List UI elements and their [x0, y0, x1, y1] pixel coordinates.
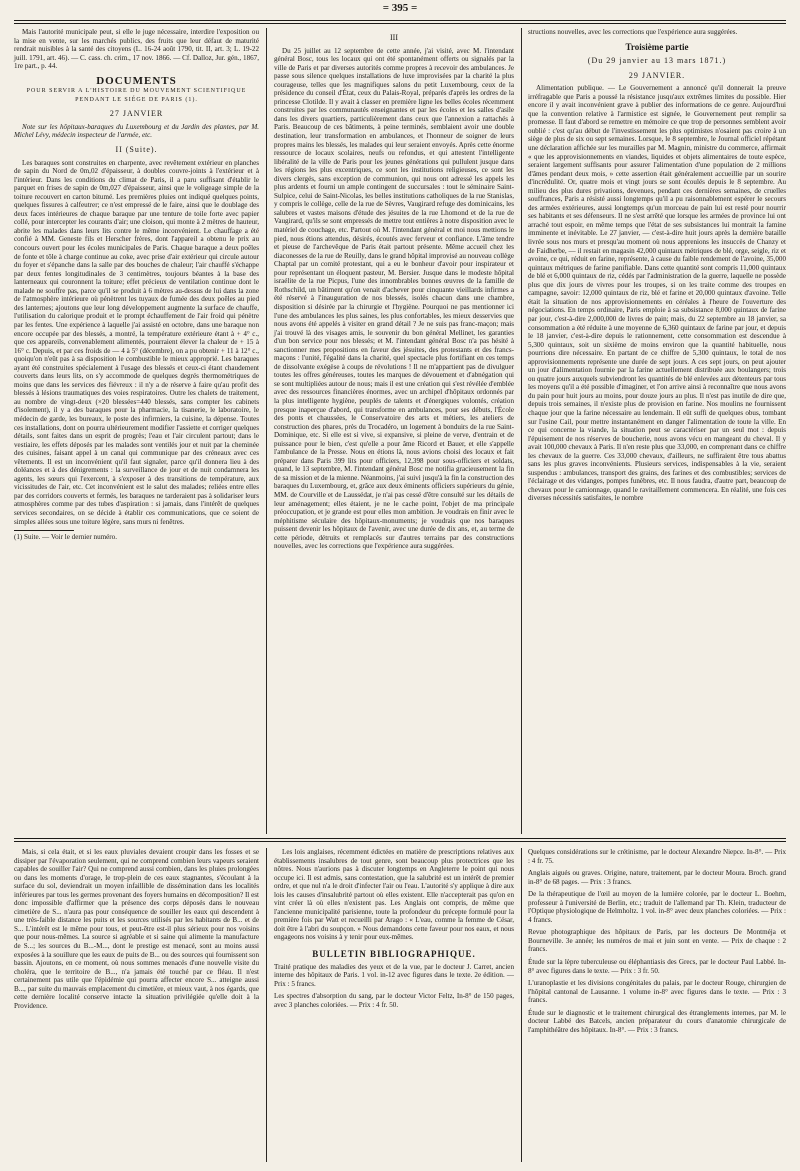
- article-body: Les baraques sont construites en charpente, avec revêtement extérieur en planches de sapin du Nord de 0m,02 d'épaisseur, à doubles couvre-joints à l'extérieur et à l'intérieur. Dans les conditions du climat de Paris, il a paru suffisant d'établir le parquet en frises de sapin de 0m,027 d'épaisseur, ainsi que le voligeage simple de la toiture recouvert en carton bitumé. Les premières pluies ont indiqué quelques points, quelques fissures à calfeutrer; ce n'est empressé de le faire, ainsi que le doublage des deux faces intérieures de chaque baraque par une tenture de toile forte avec papier collé, pour intercepter les courants d'air; une cloison, qui monte à 2 mètres de hauteur, abrite les malades dans leurs lits contre le même inconvénient. Le chauffage a été confié à MM. Geneste fils et Herscher frères, dont l'appareil a obtenu le prix au concours ouvert pour les écoles municipales de Paris. Chaque baraque a deux poêles de fonte et tôle à charge continue au coke, avec prise d'air extérieur qui circule autour du foyer et s'épanche dans la salle par des bouches de chaleur; l'air chauffé s'échappe par deux fentes longitudinales de 3 centimètres, toujours béantes à la base des lanterneaux qui couronnent la toiture; effet précieux de ventilation continue dont le malade ne souffre pas, parce qu'il se produit à 6 mètres au-dessus de lui dans la zone de l'atmosphère intérieure où pénètrent les tuyaux de fumée des deux poêles au pied des lanternes; ajoutons que leur long développement augmente la surface de chauffe, l'utilisation du calorique produit et le prompt échauffement de l'air froid qui pénètre par les fentes. Une expérience à laquelle j'ai assisté en octobre, dans une baraque non encore occupée par des blessés, a montré, la température extérieure étant à + 4° c., que ces appareils, convenablement alimentés, pourraient élever la chaleur de + 15 à 16° c. Depuis, et par ces froids de — 4 à 5° (décembre), on a pu obtenir + 11 à 12° c., quoiqu'on n'eût pas à sa disposition le combustible le mieux approprié. Les baraques ayant été construites spécialement à l'usage des blessés et ceux-ci étant chaudement couverts dans leurs lits, on s'y accommode de quelques degrés thermométriques de moins que dans les services des fiévreux : il n'y a de réserve à faire qu'au profit des blessés à lésions traumatiques des voies respiratoires. Outre les chalets de traitement, au nombre de vingt-deux (×20 blessées=440 blessés, sans compter les cabinets d'isolement), il y a des baraques pour la pharmacie, la tisanerie, le laboratoire, le médecin de garde, les bureaux, le poste des infirmiers, la cuisine, la dépense. Toutes ces installations, dont on pourra ultérieurement modifier l'assiette et corriger quelques détails, sont faites dans un esprit de progrès; l'eau et l'air circulent partout; dans le vestiaire, les effets déposés par les malades sont ventilés jour et nuit par la cheminée des cuisines, faisant appel à un canal qui communique par des créneaux avec ces vêtements. Il est un inconvénient qu'il faut signaler, parce qu'il donnera lieu à des doléances et à des dénigrements : la surveillance de jour et de nuit condamnera les agents, les sœurs qui l'exercent, à s'exposer à des transitions de température, aux vicissitudes de l'air, etc. Cet inconvénient est le salut des malades; reliées entre elles par des corridors couverts et fermés, les baraques ne tarderaient pas à solidariser leurs atmosphères comme par des tubes d'aspiration : si jamais, dans l'intérêt de quelques services secondaires, on se décide à établir ces communications, que ce soient de simples allées sous une toiture légère, sans murs ni fenêtres.: [14, 158, 259, 526]
- biblio-entry: Traité pratique des maladies des yeux et de la vue, par le docteur J. Carret, ancien interne des hôpitaux de Paris. 1 vol. in-12 avec figures dans le texte. 2e édition. — Prix : 5 francs.: [274, 962, 514, 988]
- column-divider: [521, 28, 522, 834]
- biblio-entry: Étude sur le diagnostic et le traitement chirurgical des étranglements internes, par M. le docteur Labbé des Batcels, ancien préparateur du cours d'anatomie chirurgicale de l'amphithéâtre des hôpitaux. In-8°. — Prix : 3 francs.: [528, 1008, 786, 1034]
- header-rule: [14, 20, 786, 21]
- documents-title: DOCUMENTS: [96, 74, 177, 87]
- note-title: Note sur les hôpitaux-baraques du Luxembourg et du Jardin des plantes, par M. Michel Lévy, médecin inspecteur de l'armée, etc.: [14, 122, 259, 140]
- article-body-2: Du 25 juillet au 12 septembre de cette année, j'ai visité, avec M. l'intendant général Bosc, tous les locaux qui ont été spontanément offerts ou signalés par la ville de Paris et par diverses autorités comme propres à recevoir des ambulances. Je passe sous silence quelques installations de luxe improvisées par la charité la plus courageuse, telles que les magnifiques salons du petit Luxembourg, ceux de la présidence du conseil d'État, ceux du Palais-Royal, préparés d'après les ordres de la princesse Clotilde. Il y avait à classer en première ligne les belles écoles récemment construites par les communautés enseignantes et par les écoles et les salles d'asile dans les divers quartiers, particulièrement dans ceux que l'annexion a rattachés à Paris. Beaucoup de ces bâtiments, à peine terminés, semblaient avoir une double destination, leur transformation en ambulances, et l'honneur de soigner de leurs propres mains les blessés, les malades qui leur seraient envoyés. Après cette énorme ressource de locaux scolaires, neufs ou refondus, et qui attestent l'intelligente libéralité de la ville de Paris pour les jeunes générations qui pullulent jusque dans les régions les plus excentriques, ce sont les institutions religieuses, ce sont les divers clergés, sans exception de communion, qui nous ont adressé les appels les plus ardents et fourni un ample contingent de succursales : tout le séminaire Saint-Sulpice, celui de Saint-Nicolas, les belles institutions catholiques de la rue Stanislas, y compris le collège, celle de la rue de Sèvres, Vaugirard refuge des dominicains, les salubres et vastes maisons d'étude des jésuites de la rue Lhomond et de la rue de Vaugirard, qu'ils se sont empressés de mettre tout entières à notre disposition avec le matériel de couchage, etc. Partout où M. l'intendant général et moi nous mettions le pied, nous étions attendus, désirés, écoutés avec ferveur et confiance. L'âme tendre et pieuse de l'archevêque de Paris était partout présente. Même accueil chez les diaconesses de la rue de Reuilly, dans le grand hôpital improvisé au nouveau collège Chaptal par un comité protestant, qui a eu le bonheur d'avoir pour inspirateur et pour représentant un éloquent pasteur, M. Bersier. Jusque dans le modeste hôpital israélite de la rue Picpus, l'une des innombrables bonnes œuvres de la famille de Rothschild, un bâtiment qu'on venait d'achever pour cinquante vieillards infirmes a été réservé à l'inauguration de nos blessés, isolés chacun dans une chambre, disposition si désirée par la chirurgie et l'hygiène. Pourquoi ne pas mentionner ici l'une des ambulances les plus saines, les plus confortables, les mieux desservies que nous avons été appelés à visiter en grand détail ? Je ne suis pas franc-maçon; mais j'ai trouvé là des visages amis, le souvenir du bon général Mellinet, les garanties d'un bon service pour nos blessés; et M. l'intendant général Bosc n'a pas hésité à sanctionner mes propositions en faveur des jésuites, des protestants et des francs-maçons : l'unité, l'égalité dans la charité, quel spectacle plus fortifiant en ces temps de dissolvante exégèse à coups de révolutions ! Il ne m'appartient pas de divulguer toutes les offres généreuses, toutes les marques de dévouement et d'abnégation qui se sont multipliées autour de nous; mais il est une création qui s'est révélée d'emblée avec des ressources financières énormes, avec un archipel d'hôpitaux ordonnés par la plus intelligente hygiène, peuplés de talents et d'énergiques volontés, création presque inaperçue d'abord, qui transforme en ambulances, pour ses débuts, l'École des ponts et chaussées, le Conservatoire des arts et métiers, les ateliers de construction des phares, près du Trocadéro, un logement à bonduirs de la rue Saint-Dominique, etc. Si elle est si vive, si expansive, si pleine de verve, d'entrain et de puissance pour le bien, c'est qu'elle a pour âme Ricord et Bauer, et elle s'appelle l'ambulance de la Presse. Nous en étions là, nous avions choisi des locaux et fait préparer dans Paris 399 lits pour officiers, 12,398 pour sous-officiers et soldats, quand, le 13 septembre, M. l'intendant général Bosc me notifia gracieusement la fin de sa mission et de la mienne. Néanmoins, j'ai suivi jusqu'à la fin la construction des baraques du Luxembourg, et, grâce aux deux éminents officiers supérieurs du génie, MM. de Courville et de Laussédat, je n'ai pas cessé d'être consulté sur les détails de leur aménagement; elles étaient, je ne le cache point, l'objet de ma principale préoccupation, et je grande est pour elles mon ambition. Je voudrais en finir avec le méphitisme séculaire des hôpitaux-monuments; je voudrais que nos baraques puissent devenir les hôpitaux de l'avenir, avec une durée de dix ans, et, au terme de cette période, détruits et remplacés sur d'autres terrains par des constructions nouvelles, avec les corrections que l'expérience aura suggérées.: [274, 46, 514, 551]
- header-rule-2: [14, 23, 786, 24]
- date-heading-2: 29 JANVIER.: [628, 70, 686, 80]
- column-divider: [266, 848, 267, 1162]
- date-heading: 27 JANVIER: [109, 109, 164, 119]
- bottom-body-middle: Les lois anglaises, récemment édictées en matière de prescriptions relatives aux établissements insalubres de tout genre, sont beaucoup plus protectrices que les nôtres. Nous n'aurions pas à discuter longtemps en Angleterre le point qui nous occupe ici. Il est admis, sans contestation, que la salubrité est un intérêt de premier ordre, et que nul n'a le droit d'infecter l'air ou l'eau. L'autorité s'y applique à dire aux lois les causes d'insalubrité partout où elles existent. Elle n'accepterait pas qu'on en vint créer là où elles n'existent pas. Les Anglais ont compris, de même que l'ancienne municipalité parisienne, toute la profondeur du précepte formulé pour la première fois par Watt et recueilli par Arago : « L'eau, comme la femme de César, doit être à l'abri du soupçon. » Nous demandons cette faveur pour nos eaux, et nous engageons nos voisins à y tenir pour eux-mêmes.: [274, 848, 514, 942]
- article-body-3: Alimentation publique. — Le Gouvernement a annoncé qu'il donnerait la preuve irréfragable que Paris a poussé la résistance jusqu'aux extrêmes limites du possible. Hier encore il y avait inconvénient grave à publier des informations de ce genre. Aujourd'hui que la convention relative à l'armistice est signée, le Gouvernement peut remplir sa promesse. Il faut d'abord se remettre en mémoire ce que trop de personnes semblent avoir oublié : c'est qu'au début de l'investissement les plus optimistes n'osaient pas croire à un siège de plus de six ou sept semaines. Lorsque, le 8 septembre, le Journal officiel répétant une déclaration affichée sur les murailles par M. Magnin, ministre du commerce, affirmait « que les approvisionnements en viandes, liquides et objets alimentaires de toute espèce, seraient largement suffisants pour assurer l'alimentation d'une population de 2 millions d'âmes pendant deux mois, » cette assertion était généralement accueillie par un sourire d'incrédulité. Or, quatre mois et vingt jours se sont écoulés depuis le 8 septembre. Au milieu des plus dures privations, devenues, pendant ces dernières semaines, de cruelles souffrances, Paris a résisté aussi longtemps qu'il a pu raisonnablement espérer le secours des armées extérieures, aussi longtemps qu'un morceau de pain lui est resté pour nourrir ses habitants et ses défenseurs. Il ne s'est arrêté que lorsque les armées de province lui ont arraché tout espoir, en même temps que l'état de ses subsistances lui montrait la famine imminente et inévitable. Le 27 janvier, — c'est-à-dire huit jours après la dernière bataille livrée sous nos murs et presqu'au moment où nous apprenions les insuccès de Chanzy et de Faidherbe, — il restait en magasin 42,000 quintaux métriques de blé, orge, seigle, riz et avoine, ce qui, réduit en farine, représente, à cause du faible rendement de l'avoine, 35,000 quintaux métriques de farine panifiable. Dans cette quantité sont compris 11,000 quintaux de blé et 6,000 quintaux de riz, cédés par l'administration de la guerre, laquelle ne possède plus que dix jours de vivres pour les troupes, si on les traite comme des troupes en campagne, savoir: 12,000 quintaux de riz, blé et farine et 20,000 quintaux d'avoine. Telle était la situation de nos approvisionnements en céréales à l'heure de l'ouverture des négociations. En temps ordinaire, Paris emploie à sa subsistance 8,000 quintaux de farine par jour, c'est-à-dire 2,000,000 de livres de pain; mais, du 22 septembre au 18 janvier, sa consommation a été réduite à une moyenne de 6,360 quintaux de farine par jour, et depuis le 18 janvier, c'est-à-dire depuis le rationnement, cette consommation est descendue à 5,300 quintaux, soit un sixième de moins environ que la quantité habituelle, nous pourrions dire nécessaire. En partant de ce chiffre de 5,300 quintaux, le total de nos approvisionnements représente une durée de sept jours. A ces sept jours, on peut ajouter un jour d'alimentation fournie par la farine actuellement distribuée aux boulangers; trois ou quatre jours auxquels subviendront les quantités de blé enlevées aux détenteurs par tous les moyens qu'il a été possible d'imaginer, et l'on arrive ainsi à reconnaître que nous avons du pain pour huit jours au moins, pour douze jours au plus. Il n'est pas inutile de dire que, depuis trois semaines, il n'existe plus de provision en farine. Nos moulins ne fournissent chaque jour que la farine nécessaire au lendemain. Il eût suffi de quelques obus, tombant sur l'usine Cail, pour mettre instantanément en danger l'alimentation de toute la ville. En ce qui concerne la viande, la situation peut se caractériser par un seul mot : depuis l'épuisement de nos réserves de boucherie, nous avons vécu en mangeant du cheval. Il y avait 100,000 chevaux à Paris. Il n'en reste plus que 33,000, en comprenant dans ce chiffre les chevaux de la guerre. Ces 33,000 chevaux, d'ailleurs, ne suffiraient être tous abattus sans les plus graves inconvénients. Plusieurs services, indispensables à la vie, seraient suspendus : ambulances, transport des grains, des farines et des combustibles; services de l'éclairage et des vidanges, pompes funèbres, etc. Il nous faudra, d'autre part, beaucoup de chevaux pour le camionnage, quand le ravitaillement commencera. En réalité, une fois ces diverses nécessités satisfaites, le nombre: [528, 84, 786, 503]
- middle-rule: [14, 838, 786, 839]
- bottom-column-left: [14, 848, 259, 1010]
- page-number: = 395 =: [382, 2, 418, 14]
- bottom-column-right: [528, 848, 786, 1038]
- biblio-entry: L'uranoplastie et les divisions congénitales du palais, par le docteur Rouge, chirurgien de l'hôpital cantonal de Lausanne. 1 volume in-8° avec figures dans le texte. — Prix : 3 francs.: [528, 979, 786, 1005]
- documents-subtitle: POUR SERVIR A L'HISTOIRE DU MOUVEMENT SCIENTIFIQUE PENDANT LE SIÉGE DE PARIS (1).: [26, 88, 247, 103]
- column-right: [528, 28, 786, 503]
- column-middle: [274, 28, 514, 551]
- bulletin-title: BULLETIN BIBLIOGRAPHIQUE.: [312, 949, 476, 960]
- biblio-entry: De la thérapeutique de l'œil au moyen de la lumière colorée, par le docteur L. Boehm, professeur à l'université de Berlin, etc.; traduit de l'allemand par Th. Klein, traducteur de l'Optique physiologique de Helmholtz. 1 vol. in-8° avec deux planches coloriées. — Prix : 4 francs.: [528, 890, 786, 924]
- date-range: (Du 29 janvier au 13 mars 1871.): [587, 56, 727, 66]
- biblio-entry: Étude sur la lèpre tuberculeuse ou éléphantiasis des Grecs, par le docteur Paul Labbé. In-8° avec figures dans le texte. — Prix : 3 fr. 50.: [528, 958, 786, 975]
- column-divider: [521, 848, 522, 1162]
- biblio-entry: Anglais aigués ou graves. Origine, nature, traitement, par le docteur Moura. Broch. grand in-8° de 68 pages. — Prix : 3 francs.: [528, 869, 786, 886]
- section-number: III: [390, 33, 398, 42]
- biblio-entry: Les spectres d'absorption du sang, par le docteur Victor Feltz, In-8° de 150 pages, avec 3 planches coloriées. — Prix : 4 fr. 50.: [274, 992, 514, 1009]
- continued-text: structions nouvelles, avec les corrections que l'expérience aura suggérées.: [528, 28, 738, 36]
- part-title: Troisième partie: [625, 41, 689, 52]
- footnote: (1) Suite. — Voir le dernier numéro.: [14, 533, 117, 542]
- biblio-entry: Revue photographique des hôpitaux de Paris, par les docteurs De Montméja et Bourneville. 3e année; les numéros de mai et juin sont en vente. — Prix de chaque : 2 francs.: [528, 928, 786, 954]
- column-divider: [266, 28, 267, 834]
- bottom-body-left: Mais, si cela était, et si les eaux pluviales devaient croupir dans les fosses et se dissiper par l'évaporation seulement, qui ne comprend combien leurs vapeurs seraient capables de souiller l'air? Qui ne comprend aussi combien, dans les pluies prolongées ou dans les moments d'orage, le trop-plein de ces eaux stagnantes, s'écoulant à la surface du sol, deviendrait un moyen infaillible de dissémination dans les localités inférieures par tous les germes provenant des foyers humains en décomposition? Il est donc impossible d'affirmer que la présence des corps déposés dans le nouveau cimetière de S... n'aura pas pour conséquence de souiller les eaux qui descendent à une très-faible distance les puits et les sources utilisés par les habitants de B... et de S... L'intérêt est le même pour tous, et peut-être est-il plus sérieux pour nos voisins que pour nous-mêmes. La source si agréable et si saine qui alimente la manufacture de S...; les sources du B...-M..., dont le prestige est menacé, sont au moins aussi exposées à la souillure que les eaux de puits de B... ou des sources qui fournissent son bassin. Ajoutons, en ce moment, où nous sommes menacés d'une nouvelle visite du choléra, que le territoire de B..., n'a jamais été touché par ce fléau. Il n'est certainement pas utile que l'épidémie qui pourra affecter encore S... atteigne aussi B..., par suite du mauvais emplacement du cimetière, et mieux vaut, à nos égards, que cette dernière localité conserve intacte la situation privilégiée qu'elle doit à la Providence.: [14, 848, 259, 1010]
- part-heading: II (Suite).: [115, 145, 158, 155]
- column-left: [14, 28, 259, 542]
- bottom-column-middle: [274, 848, 514, 1013]
- intro-paragraph: Mais l'autorité municipale peut, si elle le juge nécessaire, interdire l'exposition ou la mise en vente, sur les marchés publics, des fruits que leur défaut de maturité rendrait nuisibles à la santé des citoyens (L. 16-24 août 1790, tit. II, art. 3; L. 19-22 juill. 1791, art. 46). — C. cass. ch. crim., 17 nov. 1866. — Cf. Dalloz, Jur. gén., 1867, 1re part., p. 44.: [14, 28, 259, 71]
- middle-rule-2: [14, 841, 786, 842]
- biblio-entry: Quelques considérations sur le crétinisme, par le docteur Alexandre Niepce. In-8°. — Prix : 4 fr. 75.: [528, 848, 786, 865]
